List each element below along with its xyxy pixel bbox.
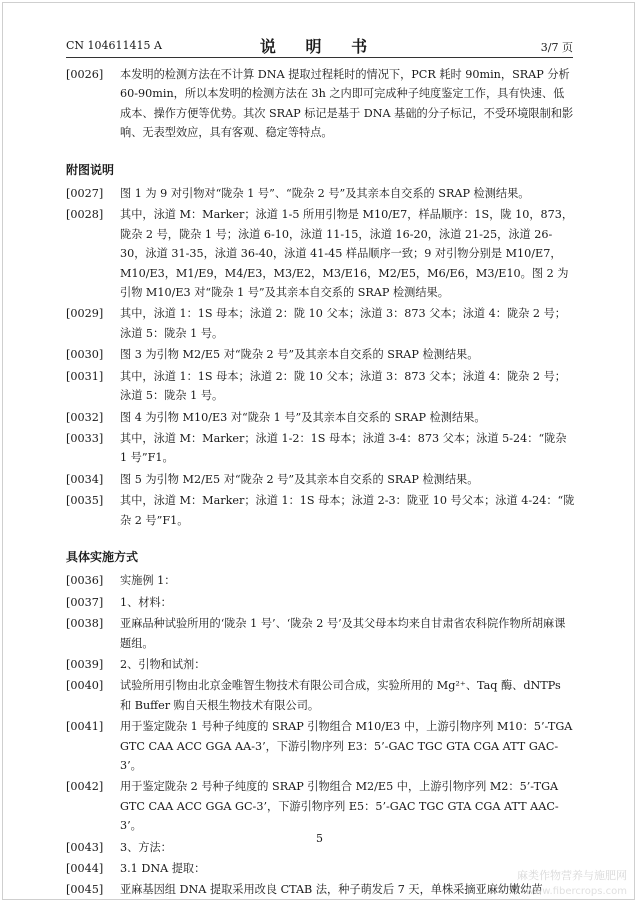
paragraph-number: [0030]: [66, 348, 104, 362]
paragraph: [66, 880, 575, 899]
section-heading-figures: 附图说明: [66, 162, 115, 177]
paragraph-number: [0026]: [66, 68, 104, 81]
paragraph-group-intro: [66, 65, 575, 143]
paragraph-number: [0036]: [66, 574, 104, 588]
paragraph-number: [0038]: [66, 617, 104, 631]
paragraph: [66, 676, 575, 715]
paragraph-text: 图 1 为 9 对引物对“陇杂 1 号”、“陇杂 2 号”及其亲本自交系的 SRAP 检测结果。: [120, 187, 530, 201]
paragraph-number: [0043]: [66, 840, 104, 854]
paragraph: [66, 717, 575, 775]
paragraph: [66, 571, 575, 590]
paragraph: [66, 345, 575, 364]
paragraph-number: [0029]: [66, 307, 104, 321]
paragraph-group-figures: [66, 184, 575, 530]
paragraph: [66, 859, 575, 878]
paragraph: [66, 655, 575, 674]
paragraph-number: [0033]: [66, 431, 104, 445]
watermark-url: www.fibercrops.com: [525, 886, 627, 897]
paragraph-number: [0044]: [66, 862, 104, 876]
paragraph-text: 本发明的检测方法在不计算 DNA 提取过程耗时的情况下，PCR 耗时 90min，SRAP 分析 60-90min，所以本发明的检测方法在 3h 之内即可完成种子纯度鉴定工作，具有快速、低成本、操作方便等优势。其次 SRAP 标记是基于 DNA 基础的分子标记，不受环境限制和影响、无表型效应，具有客观、稳定等特点。: [120, 68, 574, 140]
watermark-site-name: 麻类作物营养与施肥网: [517, 869, 627, 882]
header-rule: [66, 57, 573, 58]
paragraph-text: 图 4 为引物 M10/E3 对“陇杂 1 号”及其亲本自交系的 SRAP 检测结果。: [120, 410, 486, 424]
paragraph-text: 3、方法：: [120, 840, 172, 854]
paragraph-text: 亚麻基因组 DNA 提取采用改良 CTAB 法，种子萌发后 7 天，单株采摘亚麻幼嫩幼苗: [120, 883, 543, 897]
paragraph-text: 2、引物和试剂：: [120, 657, 206, 671]
paragraph-text: 用于鉴定陇杂 1 号种子纯度的 SRAP 引物组合 M10/E3 中，上游引物序列 M10：5’-TGA GTC CAA ACC GGA AA-3’，下游引物序列 E3：5’-GAC TGC GTA CGA ATT GAC-3’。: [120, 720, 573, 772]
section-heading-embodiments: 具体实施方式: [66, 549, 139, 564]
paragraph: [66, 470, 575, 489]
page-header: [66, 34, 573, 56]
paragraph: [66, 304, 575, 343]
paragraph: [66, 408, 575, 427]
paragraph-number: [0045]: [66, 883, 104, 897]
paragraph-number: [0037]: [66, 595, 104, 609]
paragraph-text: 其中，泳道 1：1S 母本；泳道 2：陇 10 父本；泳道 3：873 父本；泳道 4：陇杂 2 号；泳道 5：陇杂 1 号。: [120, 307, 566, 340]
paragraph: [66, 65, 575, 143]
document-number: CN 104611415 A: [66, 39, 162, 52]
paragraph-text: 其中，泳道 M：Marker；泳道 1：1S 母本；泳道 2-3：陇亚 10 号父本；泳道 4-24：“陇杂 2 号”F1。: [120, 494, 575, 527]
paragraph-text: 图 5 为引物 M2/E5 对“陇杂 2 号”及其亲本自交系的 SRAP 检测结果。: [120, 472, 479, 486]
paragraph: [66, 429, 575, 468]
paragraph-text: 3.1 DNA 提取：: [120, 862, 206, 876]
paragraph-number: [0031]: [66, 369, 104, 383]
paragraph: [66, 614, 575, 653]
page-number: 5: [316, 832, 323, 845]
paragraph-text: 其中，泳道 1：1S 母本；泳道 2：陇 10 父本；泳道 3：873 父本；泳道 4：陇杂 2 号；泳道 5：陇杂 1 号。: [120, 369, 566, 403]
paragraph-number: [0027]: [66, 187, 104, 201]
paragraph-number: [0042]: [66, 780, 104, 794]
paragraph-text: 1、材料：: [120, 595, 172, 609]
paragraph-text: 图 3 为引物 M2/E5 对“陇杂 2 号”及其亲本自交系的 SRAP 检测结果。: [120, 348, 479, 362]
paragraph: [66, 367, 575, 406]
paragraph-number: [0039]: [66, 657, 104, 671]
paragraph-text: 试验所用引物由北京金唯智生物技术有限公司合成，实验所用的 Mg²⁺、Taq 酶、dNTPs 和 Buffer 购自天根生物技术有限公司。: [120, 679, 561, 712]
paragraph-number: [0028]: [66, 208, 104, 222]
paragraph-number: [0041]: [66, 720, 104, 734]
paragraph-text: 其中，泳道 M：Marker；泳道 1-2：1S 母本；泳道 3-4：873 父本；泳道 5-24：“陇杂 1 号”F1。: [120, 431, 567, 465]
paragraph: [66, 184, 575, 203]
paragraph-number: [0032]: [66, 410, 104, 424]
paragraph: [66, 777, 575, 835]
paragraph-number: [0040]: [66, 679, 104, 693]
paragraph-text: 用于鉴定陇杂 2 号种子纯度的 SRAP 引物组合 M2/E5 中，上游引物序列 M2：5’-TGA GTC CAA ACC GGA GC-3’，下游引物序列 E5：5’-GAC TGC GTA CGA ATT AAC-3’。: [120, 780, 559, 833]
paragraph: [66, 205, 575, 302]
paragraph-text: 实施例 1：: [120, 574, 176, 588]
paragraph-text: 亚麻品种试验所用的‘陇杂 1 号’、‘陇杂 2 号’及其父母本均来自甘肃省农科院作物所胡麻课题组。: [120, 617, 566, 650]
paragraph-text: 其中，泳道 M：Marker；泳道 1-5 所用引物是 M10/E7，样品顺序：1S，陇 10，873，陇杂 2 号，陇杂 1 号；泳道 6-10，泳道 11-15，泳道 16-20，泳道 21-25，泳道 26-30，泳道 31-35，泳道 36-40，泳道 41-45 样品顺序一致；9 对引物分别是 M10/E7，M10/E3，M1/E9，M4/E3，M3/E2，M3/E16，M2/E5，M6/E6，M3/E10。图 2 为引物 M10/E3 对“陇杂 1 号”及其亲本自交系的 SRAP 检测结果。: [120, 208, 574, 300]
paragraph: [66, 491, 575, 530]
paragraph: [66, 593, 575, 612]
page-indicator: 3/7 页: [540, 41, 573, 54]
document-body: [66, 65, 575, 902]
paragraph-number: [0035]: [66, 494, 104, 508]
paragraph-group-embodiments: [66, 571, 575, 900]
paragraph-number: [0034]: [66, 472, 104, 486]
document-title: 说 明 书: [259, 37, 380, 56]
